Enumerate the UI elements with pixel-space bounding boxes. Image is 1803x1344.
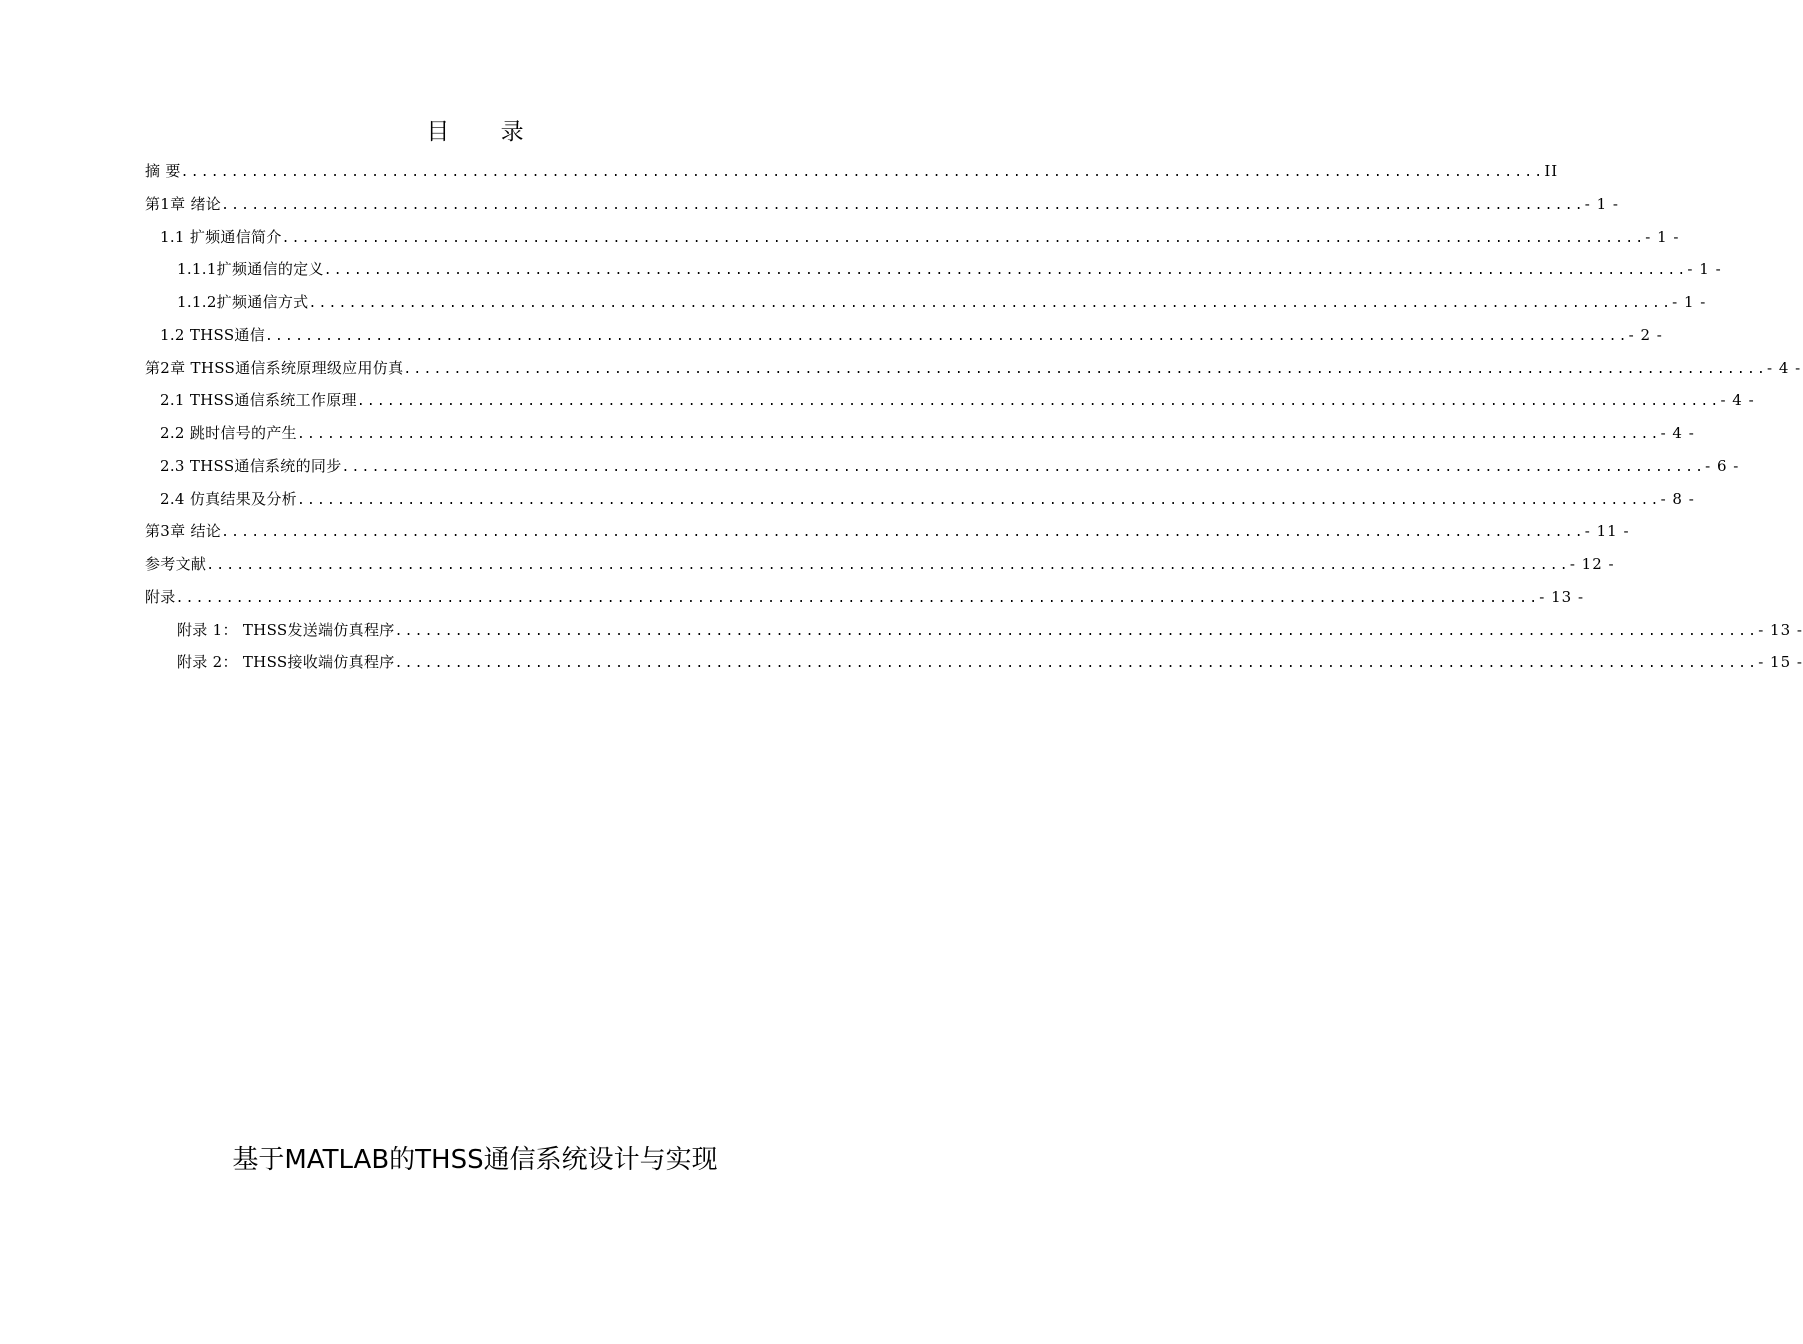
toc-entry[interactable] (145, 286, 1707, 319)
toc-entry[interactable] (145, 417, 1695, 450)
toc-entry-label: 参考文献 (145, 555, 207, 573)
toc-entry[interactable] (145, 319, 1663, 352)
toc-entry-page: - 4 - (1720, 391, 1755, 410)
toc-entry-label: 第1章 绪论 (145, 194, 222, 213)
toc-dot-leader: ........................................................................................................................................ (308, 296, 1673, 311)
toc-entry-label: 2.3 THSS通信系统的同步 (160, 456, 342, 475)
toc-entry-page: - 1 - (1687, 260, 1722, 279)
toc-entry-page: - 1 - (1645, 227, 1680, 246)
toc-entry[interactable] (145, 352, 1802, 385)
toc-dot-leader: ........................................................................................................................................ (323, 263, 1688, 279)
toc-entry-label: 2.1 THSS通信系统工作原理 (160, 391, 357, 410)
toc-dot-leader: ........................................................................................................................................ (221, 197, 1585, 213)
toc-entry-page: - 1 - (1584, 194, 1619, 213)
toc-dot-leader: ........................................................................................................................................ (403, 361, 1768, 377)
toc-dot-leader: ........................................................................................................................................ (394, 656, 1759, 672)
toc-dot-leader: ........................................................................................................................................ (281, 230, 1646, 246)
toc-entry[interactable] (145, 581, 1585, 614)
toc-entry-page: - 13 - (1758, 620, 1803, 639)
toc-dot-leader: ........................................................................................................................................ (206, 558, 1570, 573)
toc-entry[interactable] (145, 253, 1722, 286)
toc-entry-page: - 6 - (1705, 456, 1740, 475)
toc-entry[interactable] (145, 483, 1695, 516)
toc-entry[interactable] (145, 515, 1630, 548)
toc-entry[interactable] (145, 450, 1740, 483)
toc-entry-page: - 12 - (1569, 555, 1615, 573)
toc-dot-leader: ........................................................................................................................................ (180, 165, 1545, 180)
toc-entry[interactable] (145, 614, 1803, 647)
toc-entry-label: 摘 要 (145, 162, 181, 180)
toc-entry-page: - 11 - (1584, 522, 1630, 541)
toc-entry-page: - 4 - (1660, 424, 1695, 442)
toc-dot-leader: ........................................................................................................................................ (221, 525, 1585, 541)
toc-entry-label: 1.1.2扩频通信方式 (177, 293, 309, 311)
toc-entry-page: - 4 - (1767, 358, 1802, 377)
toc-dot-leader: ........................................................................................................................................ (296, 492, 1661, 508)
toc-entry[interactable] (145, 221, 1680, 254)
toc-dot-leader: ........................................................................................................................................ (265, 328, 1629, 344)
toc-entry-label: 附录 1： THSS发送端仿真程序 (177, 620, 395, 639)
toc-dot-leader: ........................................................................................................................................ (175, 590, 1540, 606)
toc-entry-label: 2.2 跳时信号的产生 (160, 424, 297, 442)
toc-title: 目 录 (426, 119, 546, 145)
toc-entry-page: II (1544, 162, 1559, 180)
thesis-title: 基于MATLAB的THSS通信系统设计与实现 (232, 1145, 718, 1175)
toc-entry-label: 2.4 仿真结果及分析 (160, 489, 297, 508)
toc-dot-leader: ........................................................................................................................................ (296, 427, 1661, 442)
toc-dot-leader: ........................................................................................................................................ (394, 623, 1759, 639)
table-of-contents (145, 155, 1803, 679)
toc-entry-page: - 2 - (1628, 325, 1663, 344)
toc-entry-label: 1.1.1扩频通信的定义 (177, 260, 324, 279)
toc-entry[interactable] (145, 384, 1755, 417)
toc-entry-label: 附录 (145, 587, 176, 606)
toc-entry-label: 1.1 扩频通信简介 (160, 227, 282, 246)
toc-entry-page: - 15 - (1758, 653, 1803, 672)
toc-entry[interactable] (145, 155, 1559, 188)
toc-entry-label: 附录 2： THSS接收端仿真程序 (177, 653, 395, 672)
toc-entry-page: - 8 - (1660, 489, 1695, 508)
toc-entry-label: 1.2 THSS通信 (160, 325, 265, 344)
toc-entry-page: - 1 - (1672, 293, 1707, 311)
toc-entry[interactable] (145, 646, 1803, 679)
toc-dot-leader: ........................................................................................................................................ (356, 394, 1721, 410)
toc-entry[interactable] (145, 188, 1619, 221)
toc-entry-page: - 13 - (1539, 587, 1585, 606)
toc-entry-label: 第2章 THSS通信系统原理级应用仿真 (145, 358, 404, 377)
toc-entry[interactable] (145, 548, 1615, 581)
toc-entry-label: 第3章 结论 (145, 522, 222, 541)
toc-dot-leader: ........................................................................................................................................ (341, 459, 1706, 475)
